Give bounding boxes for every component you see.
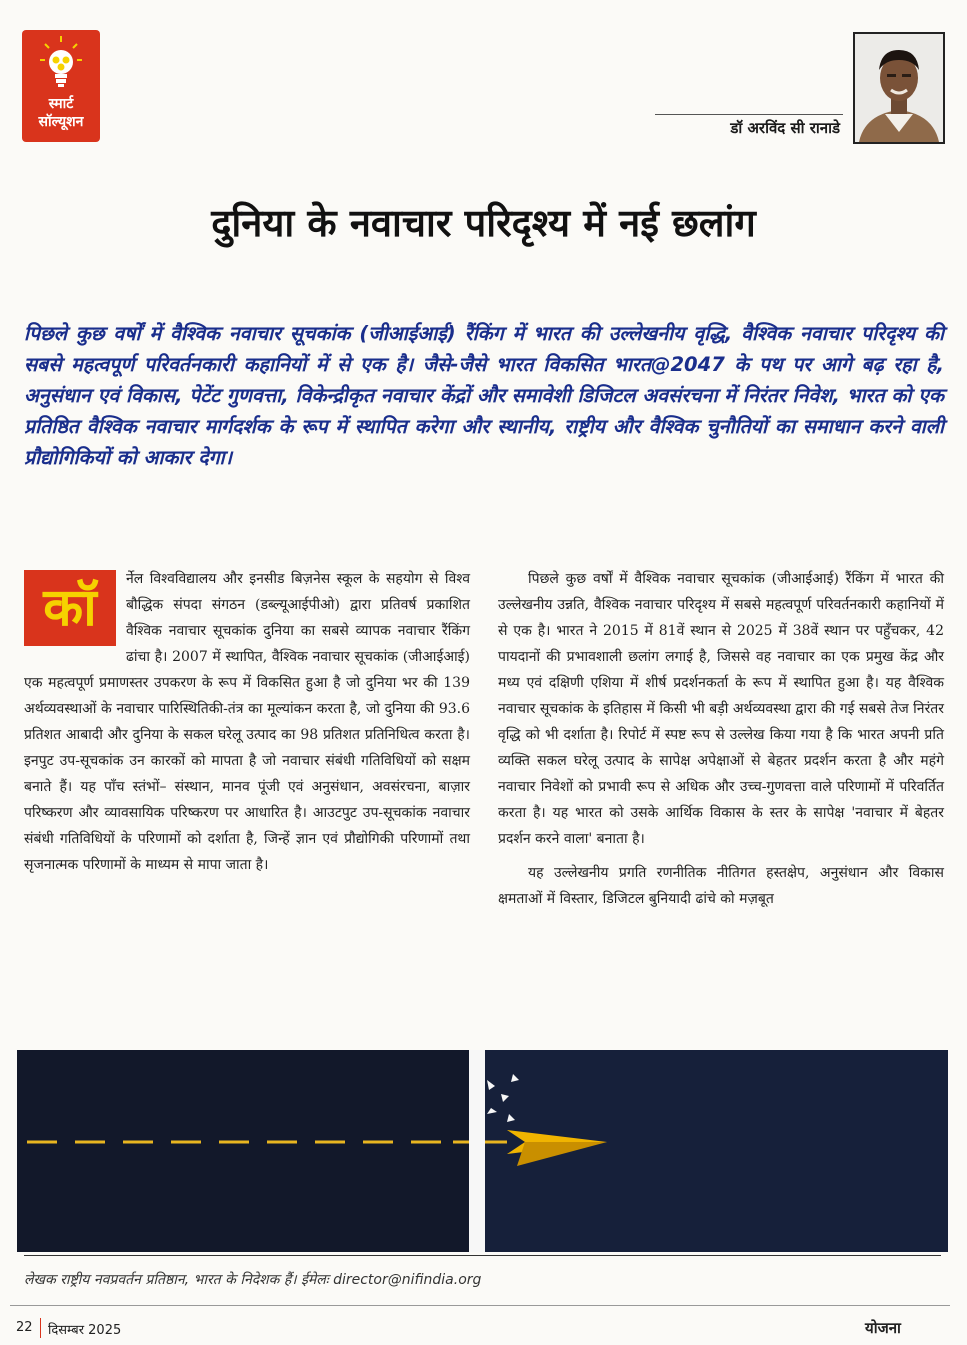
section-badge [22,30,100,142]
footer-divider [10,1305,950,1306]
body-paragraph: र्नेल विश्वविद्यालय और इनसीड बिज़नेस स्कूल के सहयोग से विश्व बौद्धिक संपदा संगठन (डब्ल्यूआईपीओ) द्वारा प्रतिवर्ष प्रकाशित वैश्विक नवाचार सूचकांक दुनिया का सबसे व्यापक नवाचार रैंकिंग ढांचा है। 2007 में स्थापित, वैश्विक नवाचार सूचकांक (जीआईआई) एक महत्वपूर्ण प्रमाणस्तर उपकरण के रूप में विकसित हुआ है जो दुनिया भर की 139 अर्थव्यवस्थाओं के नवाचार पारिस्थितिकी-तंत्र का मूल्यांकन करता है, जो दुनिया की 93.6 प्रतिशत आबादी और दुनिया के सकल घरेलू उत्पाद का 98 प्रतिशत प्रतिनिधित्व करता है। इनपुट उप-सूचकांक उन कारकों को मापता है जो नवाचार संबंधी गतिविधियों को सक्षम बनाते हैं। यह पाँच स्तंभों– संस्थान, मानव पूंजी एवं अनुसंधान, अवसंरचना, बाज़ार परिष्करण और व्यावसायिक परिष्करण पर आधारित है। आउटपुट उप-सूचकांक नवाचार संबंधी गतिविधियों के परिणामों को दर्शाता है, जिन्हें ज्ञान एवं प्रौद्योगिकी परिणामों तथा सृजनात्मक परिणामों के माध्यम से मापा जाता है। [24,571,470,873]
author-photo [853,32,945,144]
badge-line-2: सॉल्यूशन [38,114,84,130]
magazine-name: योजना [865,1319,901,1337]
lightbulb-icon [39,34,83,90]
author-footnote: लेखक राष्ट्रीय नवप्रवर्तन प्रतिष्ठान, भारत के निदेशक हैं। ईमेलः director@nifindia.org [24,1272,482,1288]
page-number: 22 [16,1320,33,1335]
drop-cap: कॉ [24,570,116,646]
body-column-right [498,566,944,912]
body-paragraph: यह उल्लेखनीय प्रगति रणनीतिक नीतिगत हस्तक्षेप, अनुसंधान और विकास क्षमताओं में विस्तार, डिजिटल बुनियादी ढांचे को मज़बूत [498,865,944,907]
author-divider [655,114,843,115]
article-title: दुनिया के नवाचार परिदृश्य में नई छलांग [211,201,756,245]
issue-date: दिसम्बर 2025 [48,1323,122,1338]
badge-line-1: स्मार्ट [48,96,74,112]
body-paragraph: पिछले कुछ वर्षों में वैश्विक नवाचार सूचकांक (जीआईआई) रैंकिंग में भारत की उल्लेखनीय उन्नति, वैश्विक नवाचार परिदृश्य में सबसे महत्वपूर्ण परिवर्तनकारी कहानियों में से एक है। भारत ने 2015 में 81वें स्थान से 2025 में 38वें स्थान पर पहुँचकर, 42 पायदानों की प्रभावशाली छलांग लगाई है, जिससे वह नवाचार का एक प्रमुख केंद्र और मध्य एवं दक्षिणी एशिया में शीर्ष प्रदर्शनकर्ता के रूप में स्थापित हुआ है। यह वैश्विक नवाचार सूचकांक के इतिहास में किसी भी बड़ी अर्थव्यवस्था द्वारा की गई सबसे तेज निरंतर वृद्धि को भी दर्शाता है। रिपोर्ट में स्पष्ट रूप से उल्लेख किया गया है कि भारत अपनी प्रति व्यक्ति सकल घरेलू उत्पाद के सापेक्ष अपेक्षाओं से बेहतर प्रदर्शन करता है और महंगे नवाचार निवेशों को प्रभावी रूप से अधिक और उच्च-गुणवत्ता वाले परिणामों में परिवर्तित करता है। यह भारत को उसके आर्थिक विकास के स्तर के सापेक्ष 'नवाचार में बेहतर प्रदर्शन करने वाला' बनाता है। [498,571,944,847]
footer-separator [40,1318,41,1338]
author-name: डॉ अरविंद सी रानाडे [730,119,840,137]
body-column-left [24,566,470,878]
paper-arrow-road-illustration [17,1050,948,1252]
article-standfirst: पिछले कुछ वर्षों में वैश्विक नवाचार सूचकांक (जीआईआई) रैंकिंग में भारत की उल्लेखनीय वृद्धि, वैश्विक नवाचार परिदृश्य की सबसे महत्वपूर्ण परिवर्तनकारी कहानियों में से एक है। जैसे-जैसे भारत विकसित भारत@2047 के पथ पर आगे बढ़ रहा है, अनुसंधान एवं विकास, पेटेंट गुणवत्ता, विकेन्द्रीकृत नवाचार केंद्रों और समावेशी डिजिटल अवसंरचना में निरंतर निवेश, भारत को एक प्रतिष्ठित वैश्विक नवाचार मार्गदर्शक के रूप में स्थापित करेगा और स्थानीय, राष्ट्रीय और वैश्विक चुनौतियों का समाधान करने वाली प्रौद्योगिकियों को आकार देगा। [24,322,944,469]
footnote-divider [24,1255,941,1256]
